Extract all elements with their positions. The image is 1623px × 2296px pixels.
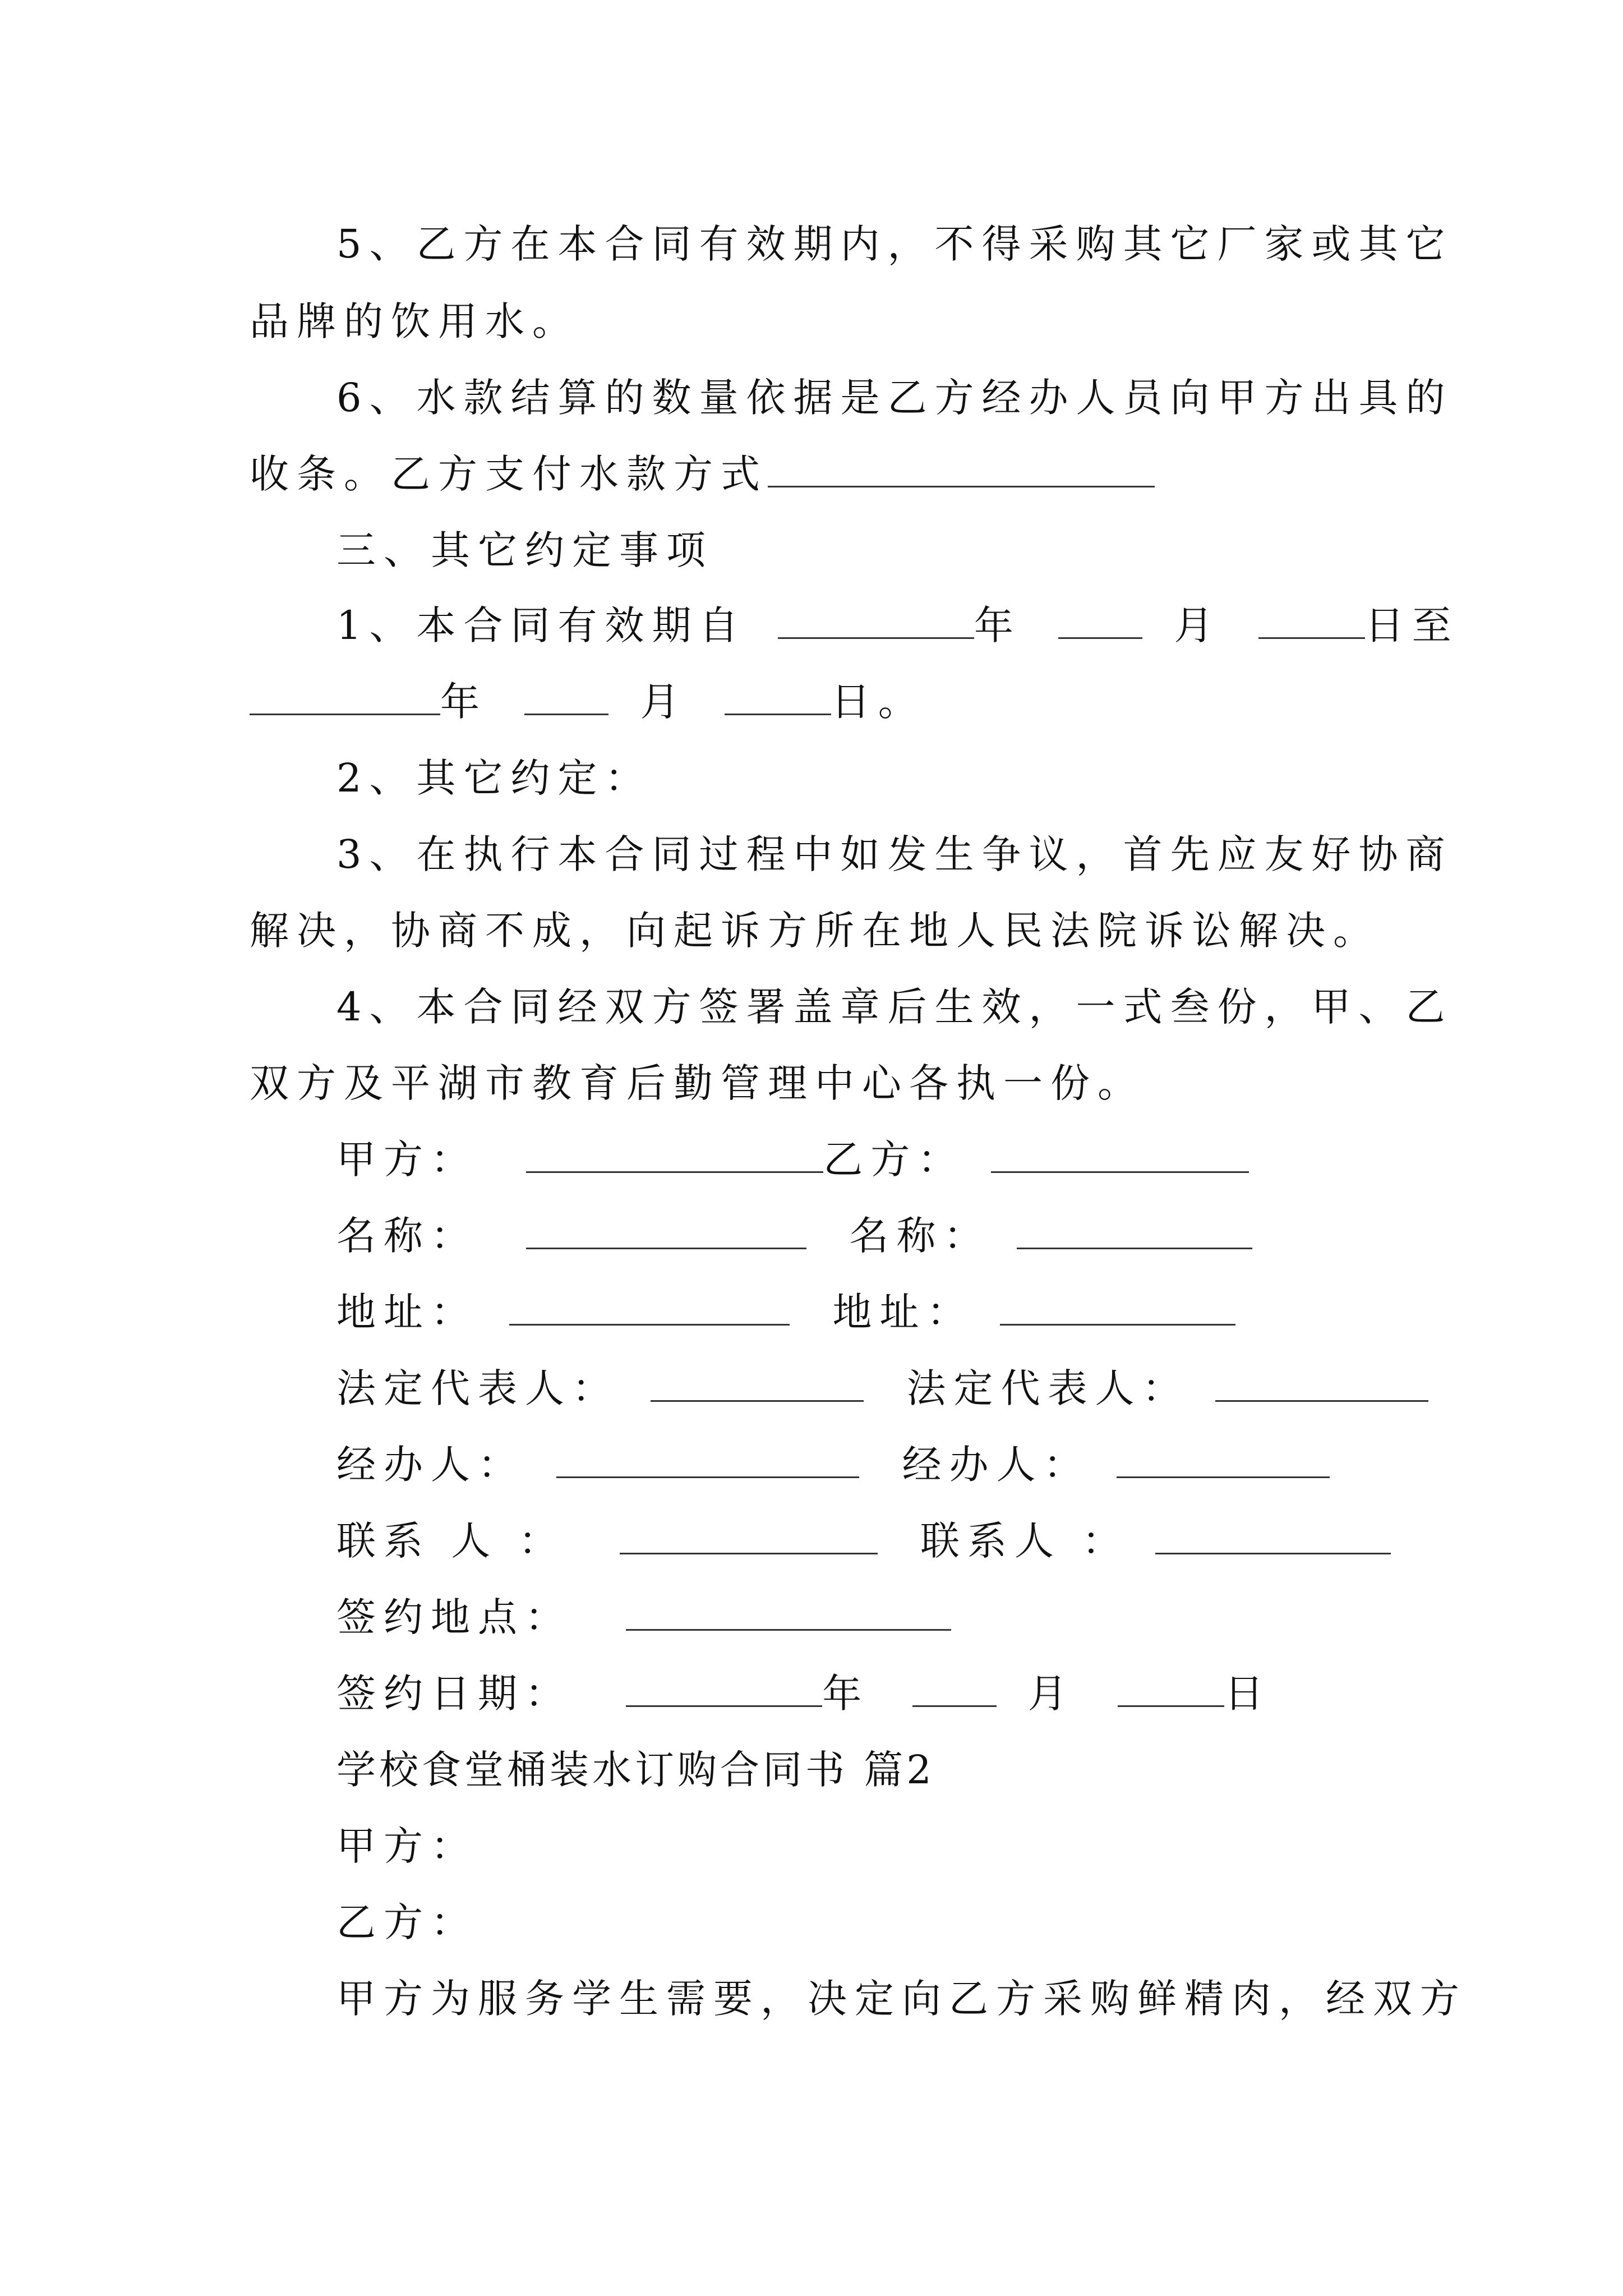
clause-4-line-1: 4、本合同经双方签署盖章后生效，一式叁份，甲、乙 [336,984,1453,1030]
day-to-label: 日至 [1364,602,1459,648]
end-month-blank [524,679,608,715]
term-line-1 [336,600,1459,651]
sign-date-label: 签约日期： [336,1671,572,1717]
party-b-blank [991,1137,1249,1173]
name-blank-b [1017,1213,1252,1249]
clause-4-line-2: 双方及平湖市教育后勤管理中心各执一份。 [250,1060,1145,1106]
day-label: 日 [1224,1671,1272,1717]
name-label-b: 名称： [849,1213,991,1259]
contact-blank-b [1155,1518,1391,1554]
sign-year-blank [626,1671,822,1707]
clause-3-line-2: 解决，协商不成，向起诉方所在地人民法院诉讼解决。 [250,908,1380,954]
term-label: 1、本合同有效期自 [336,602,746,648]
handler-blank-b [1117,1442,1330,1478]
name-label-a: 名称： [336,1213,478,1259]
name-blank-a [526,1213,806,1249]
term-line-2 [250,677,925,727]
handler-label-a: 经办人： [336,1442,525,1488]
contact-blank-a [620,1518,878,1554]
address-blank-a [509,1289,790,1326]
clause-2-other: 2、其它约定： [336,755,652,801]
start-month-blank [1058,602,1142,639]
clause-5-line-1: 5、乙方在本合同有效期内，不得采购其它厂家或其它 [336,221,1453,267]
end-day-blank [725,679,831,715]
day-label: 日。 [831,679,925,725]
handler-label-b: 经办人： [902,1442,1091,1488]
clause-5-line-2: 品牌的饮用水。 [250,298,579,344]
sign-month-blank [912,1671,997,1707]
contact-label-b: 联系人 ： [920,1518,1129,1564]
legal-rep-blank-b [1215,1365,1428,1402]
legal-rep-blank-a [651,1365,864,1402]
address-label-a: 地址： [336,1289,478,1335]
party-b-label: 乙方： [823,1137,965,1182]
month-label: 月 [640,679,688,725]
address-label-b: 地址： [832,1289,974,1335]
month-label: 月 [1174,602,1221,648]
party-b-line: 乙方： [336,1899,478,1945]
payment-method-blank [768,451,1155,487]
year-label: 年 [974,602,1021,648]
month-label: 月 [1027,1671,1075,1717]
sign-party-row [336,1134,1249,1185]
section-heading-part-2: 学校食堂桶装水订购合同书 篇2 [336,1747,935,1793]
clause-6-text: 收条。乙方支付水款方式 [250,451,768,497]
sign-place-label: 签约地点： [336,1594,572,1640]
clause-6-line-2 [250,449,1155,499]
clause-3-line-1: 3、在执行本合同过程中如发生争议，首先应友好协商 [336,831,1453,877]
year-label: 年 [822,1671,870,1717]
sign-day-blank [1118,1671,1224,1707]
handler-blank-a [556,1442,859,1478]
sign-date-row [336,1668,1271,1719]
party-a-label: 甲方： [336,1137,478,1182]
party-a-line: 甲方： [336,1823,478,1869]
start-day-blank [1258,602,1365,639]
sign-place-row [336,1592,951,1642]
party-a-blank [526,1137,823,1173]
intro-paragraph-line-1: 甲方为服务学生需要，决定向乙方采购鲜精肉，经双方 [336,1976,1467,2022]
sign-place-blank [626,1594,951,1631]
clause-6-line-1: 6、水款结算的数量依据是乙方经办人员向甲方出具的 [336,375,1453,421]
start-year-blank [778,602,974,639]
contact-label-a: 联系 人 ： [336,1518,566,1564]
legal-rep-label-a: 法定代表人： [336,1365,619,1411]
legal-rep-label-b: 法定代表人： [906,1365,1189,1411]
end-year-blank [250,679,440,715]
section-3-heading: 三、其它约定事项 [336,527,713,573]
sign-legal-rep-row [336,1363,1428,1414]
year-label: 年 [440,679,487,725]
sign-handler-row [336,1439,1330,1490]
sign-name-row [336,1211,1252,1261]
address-blank-b [1000,1289,1235,1326]
sign-contact-row [336,1516,1391,1566]
sign-address-row [336,1287,1235,1337]
